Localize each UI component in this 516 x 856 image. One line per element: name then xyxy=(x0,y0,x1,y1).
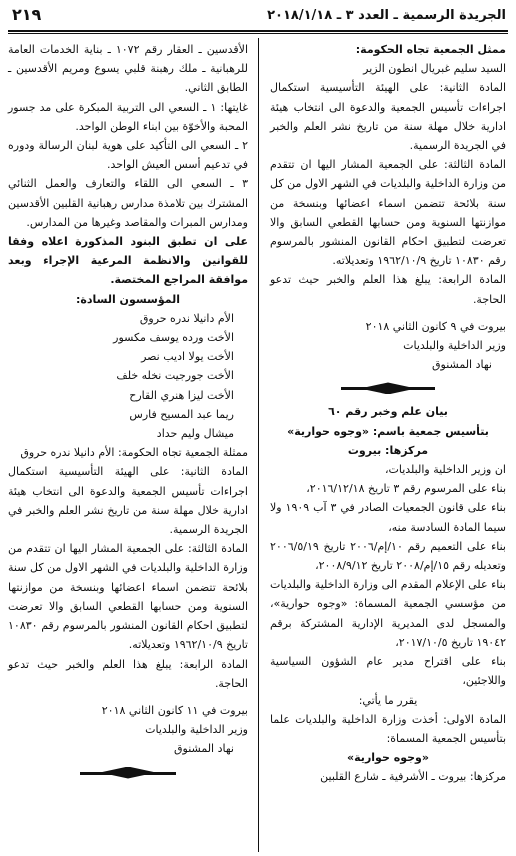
paragraph: بيروت في ١١ كانون الثاني ٢٠١٨ xyxy=(101,703,248,717)
paragraph: نهاد المشنوق xyxy=(174,742,234,756)
journal-title: الجريدة الرسمية ـ العدد ٣ ـ ٢٠١٨/١/١٨ xyxy=(267,8,506,23)
paragraph: بتأسيس جمعية باسم: «وجوه حوارية» xyxy=(287,424,489,438)
spacer xyxy=(8,693,248,701)
page-header xyxy=(8,2,508,28)
paragraph: الأم دانيلا ندره حروق xyxy=(139,311,234,325)
paragraph: ممثلة الجمعية تجاه الحكومة: الأم دانيلا ندره حروق xyxy=(20,446,248,460)
header-rule-thin xyxy=(8,33,508,34)
paragraph: المادة الرابعة: يبلغ هذا العلم والخبر حيث تدعو الحاجة. xyxy=(270,273,506,306)
paragraph: الأخت ورده يوسف مكسور xyxy=(113,331,234,345)
paragraph: ريما عبد المسيح فارس xyxy=(129,407,234,421)
section-ornament xyxy=(8,765,248,781)
paragraph: بيان علم وخبر رقم ٦٠ xyxy=(328,405,448,419)
paragraph: المؤسسون السادة: xyxy=(75,292,181,306)
paragraph: بناء على اقتراح مدير عام الشؤون السياسية واللاجئين، xyxy=(270,655,506,688)
paragraph: الأخت يولا اديب نصر xyxy=(141,350,234,364)
paragraph: الأخت ليزا هنري القارح xyxy=(129,388,234,402)
page-number: ٢١٩ xyxy=(12,5,42,24)
paragraph: ممثل الجمعية تجاه الحكومة: xyxy=(355,43,506,56)
paragraph: المادة الثالثة: على الجمعية المشار اليها ان تتقدم من وزارة الداخلية والبلديات في الشهر الاول من كل سنة بلائحة تتضمن اسماء اعضائها وبنسخة من موازنتها السنوية ومن حسابها القطعي السابق والا تعرضت لتطبيق احكام القانون المنشور بالمرسوم رقم ١٠٨٣٠ تاريخ ١٩٦٢/١٠/٩ وتعديلاته. xyxy=(8,542,248,652)
paragraph: بناء على قانون الجمعيات الصادر في ٣ آب ١٩٠٩ ولا سيما المادة السادسة منه، xyxy=(270,501,507,534)
paragraph: غايتها: ١ ـ السعي الى التربية المبكرة على مد جسور المحبة والأخوّة بين ابناء الوطن الواحد. xyxy=(8,100,248,133)
paragraph: بناء على الإعلام المقدم الى وزارة الداخلية والبلديات من مؤسسي الجمعية المسماة: «وجوه حوارية»، والمسجل لدى المديرية الإدارية المشتركة برقم ١٩٠٤٢ تاريخ ٢٠١٧/١٠/٥، xyxy=(270,578,506,649)
paragraph: المادة الثالثة: على الجمعية المشار اليها ان تتقدم من وزارة الداخلية والبلديات في الشهر الاول من كل سنة بلائحة تتضمن اسماء اعضائها وبنسخة من موازنتها السنوية ومن حسابها القطعي السابق والا تعرضت لتطبيق احكام القانون المنشور بالمرسوم رقم ١٠٨٣٠ تاريخ ١٩٦٢/١٠/٩ وتعديلاته. xyxy=(270,158,506,268)
paragraph: ٢ ـ السعي الى التأكيد على هوية لبنان الرسالة ودوره في تدعيم أسس العيش الواحد. xyxy=(8,139,248,172)
paragraph: الأقدسين ـ العقار رقم ١٠٧٢ ـ بناية الخدمات العامة للرهبانية ـ ملك رهبنة قلبي يسوع ومريم الأقدسين ـ الطابق الثاني. xyxy=(8,43,248,95)
paragraph: وزير الداخلية والبلديات xyxy=(145,723,248,737)
paragraph: المادة الثانية: على الهيئة التأسيسية استكمال اجراءات تأسيس الجمعية والدعوة الى انتخاب هيئة ادارية خلال مهلة سنة من تاريخ نشر العلم والخبر في الجريدة الرسمية. xyxy=(270,81,506,153)
paragraph: المادة الثانية: على الهيئة التأسيسية استكمال اجراءات تأسيس الجمعية والدعوة الى انتخاب هيئة ادارية خلال مهلة سنة من تاريخ نشر العلم والخبر في الجريدة الرسمية. xyxy=(8,465,248,537)
paragraph: المادة الرابعة: يبلغ هذا العلم والخبر حيث تدعو الحاجة. xyxy=(8,657,248,690)
right-column xyxy=(270,40,506,787)
paragraph: مركزها: بيروت xyxy=(347,443,429,457)
paragraph: السيد سليم غبريال انطون الزير xyxy=(363,62,506,76)
paragraph: ان وزير الداخلية والبلديات، xyxy=(384,463,506,477)
paragraph: ميشال وليم حداد xyxy=(156,427,234,441)
paragraph: بناء على المرسوم رقم ٣ تاريخ ٢٠١٦/١٢/١٨، xyxy=(306,482,506,496)
paragraph: وزير الداخلية والبلديات xyxy=(403,339,506,353)
paragraph: الأخت جورجيت نخله خلف xyxy=(116,369,234,383)
column-divider xyxy=(258,38,259,852)
paragraph: على ان تطبق البنود المذكورة اعلاه وفقا للقوانين والانظمة المرعية الإجراء وبعد موافقة المراجع المختصة. xyxy=(8,235,248,287)
paragraph: مركزها: بيروت ـ الأشرفية ـ شارع القلبين xyxy=(320,770,506,784)
paragraph: ٣ ـ السعي الى اللقاء والتعارف والعمل الثنائي المشترك بين تلامذة مدارس رهبانية القلبين الأقدسين ومدارس المبرات والمقاصد وغيرها من المدارس. xyxy=(8,177,248,229)
paragraph: «وجوه حوارية» xyxy=(347,751,429,765)
paragraph: يقرر ما يأتي: xyxy=(358,693,418,707)
paragraph: بيروت في ٩ كانون الثاني ٢٠١٨ xyxy=(365,319,506,333)
left-column xyxy=(8,40,248,787)
header-rule xyxy=(8,30,508,32)
paragraph: نهاد المشنوق xyxy=(432,358,492,372)
section-ornament xyxy=(270,380,506,396)
paragraph: بناء على التعميم رقم ١٠/إم/٢٠٠٦ تاريخ ٢٠٠٦/٥/١٩ وتعديله رقم ١٥/إم/٢٠٠٨ تاريخ ٢٠٠٨/٩/١٢، xyxy=(270,539,506,573)
paragraph: المادة الاولى: أخذت وزارة الداخلية والبلديات علما بتأسيس الجمعية المسماة: xyxy=(270,712,506,745)
spacer xyxy=(270,309,506,317)
